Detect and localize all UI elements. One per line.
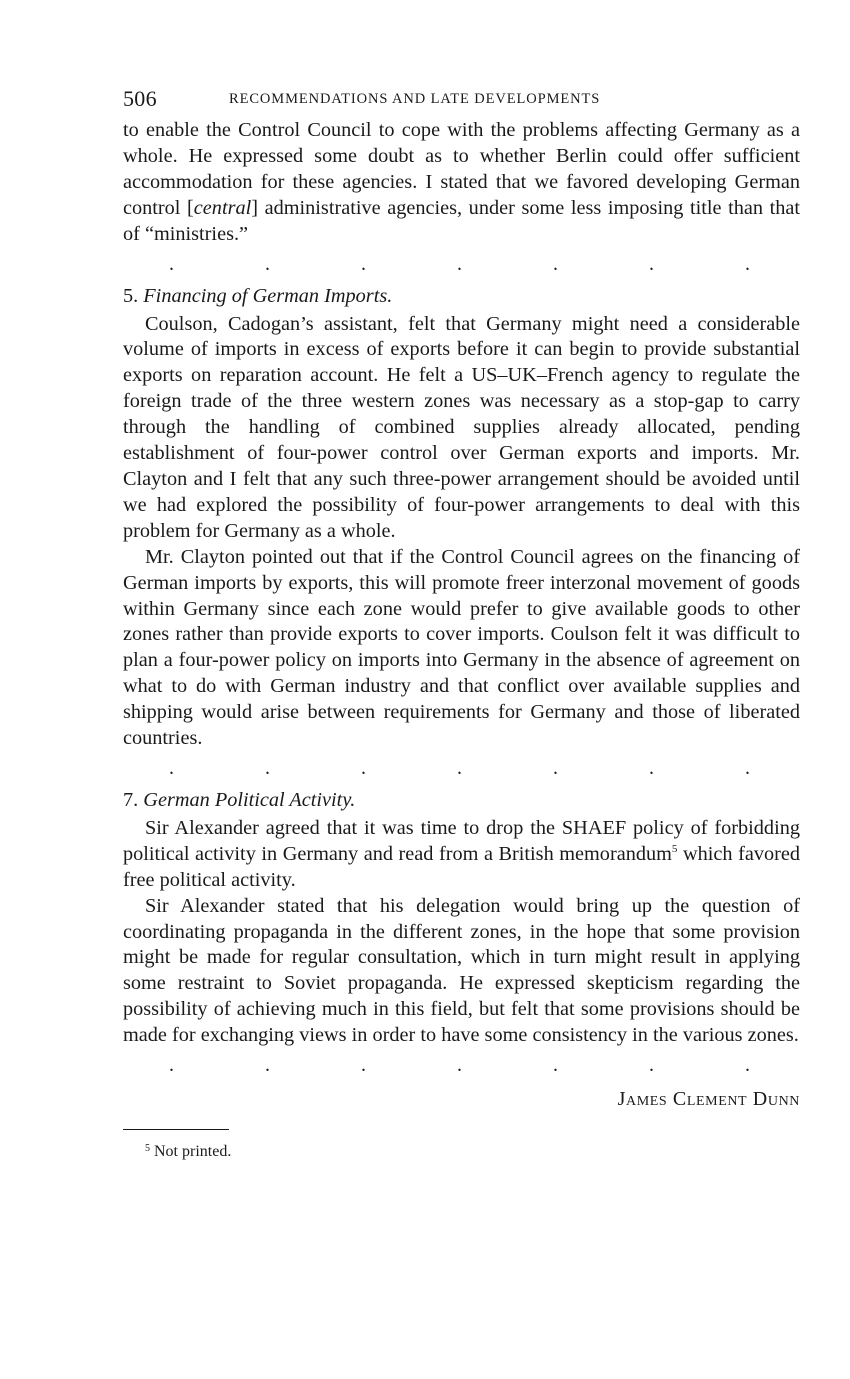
footnote-rule [123, 1129, 229, 1130]
ellipsis-separator: . . . . . . . [169, 252, 750, 275]
section-5-paragraph: Mr. Clayton pointed out that if the Control Council agrees on the financing of German imports by exports, this will promote freer interzonal movement of goods within Germany since each zone would prefer to give available goods to other zones rather than provide exports to cover imports. Coulson felt it was difficult to plan a four-power policy on imports into Germany in the absence of agreement on what to do with German industry and that conflict over available supplies and shipping would arise between requirements for Germany and those of liberated countries. [123, 545, 800, 750]
signature: James Clement Dunn [617, 1088, 800, 1111]
running-head [123, 84, 800, 118]
section-7-paragraph: Sir Alexander agreed that it was time to drop the SHAEF policy of forbidding political activity in Germany and read from a British memorandum$^5$ which favored free political activity. [123, 816, 800, 891]
ellipsis-separator: . . . . . . . [169, 756, 750, 779]
document-page [123, 84, 800, 1161]
body-text [123, 118, 800, 1113]
section-5-heading: 5. Financing of German Imports. [123, 284, 393, 307]
footnote [145, 1143, 800, 1161]
running-title: RECOMMENDATIONS AND LATE DEVELOPMENTS [229, 91, 601, 107]
footnote-text: Not printed. [154, 1143, 232, 1161]
inserted-word: central [193, 196, 252, 219]
intro-paragraph: to enable the Control Council to cope with the problems affecting Germany as a whole. He expressed some doubt as to whether Berlin could offer sufficient accommodation for these agencies. I stated that we favored developing German control [central] administrative agencies, under some less imposing title than that of “ministries.” [123, 119, 800, 245]
footnote-reference: 5 [671, 842, 678, 855]
section-7-heading: 7. German Political Activity. [123, 788, 356, 811]
page-number: 506 [123, 86, 157, 111]
section-7-paragraph: Sir Alexander stated that his delegation would bring up the question of coordinating propaganda in the different zones, in the hope that some provision might be made for regular consultation, which in turn might result in applying some restraint to Soviet propaganda. He expressed skepticism regarding the possibility of achieving much in this field, but felt that some provisions should be made for exchanging views in order to have some consistency in the various zones. [123, 894, 800, 1047]
section-5-paragraph: Coulson, Cadogan’s assistant, felt that Germany might need a considerable volume of imports in excess of exports before it can begin to provide substantial exports on reparation account. He felt a US–UK–French agency to regulate the foreign trade of the three western zones was necessary as a stop-gap to carry through the handling of combined supplies already allocated, pending establishment of four-power control over German exports and imports. Mr. Clayton and I felt that any such three-power arrangement should be avoided until we had explored the possibility of four-power arrangements to deal with this problem for Germany as a whole. [123, 312, 800, 542]
ellipsis-separator: . . . . . . . [169, 1054, 750, 1077]
footnote-marker: 5 [145, 1143, 150, 1155]
